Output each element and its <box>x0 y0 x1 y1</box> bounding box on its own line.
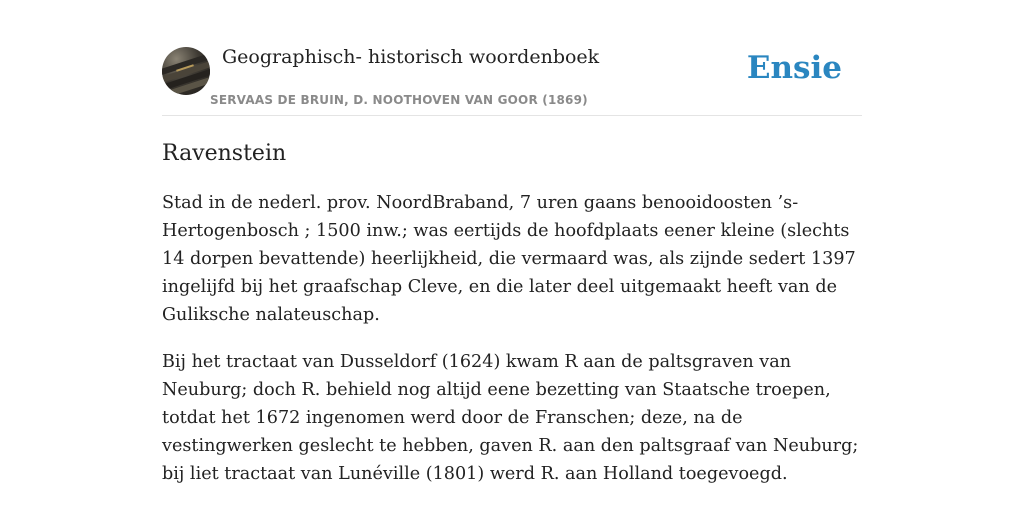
entry-paragraph: Bij het tractaat van Dusseldorf (1624) kwam R aan de paltsgraven van Neuburg; doch R. behield nog altijd eene bezetting van Staatsche troepen, totdat het 1672 ingenomen werd door de Franschen; deze, na de vestingwerken geslecht te hebben, gaven R. aan den paltsgraaf van Neuburg; bij liet tractaat van Lunéville (1801) werd R. aan Holland toegevoegd. <box>162 352 859 484</box>
book-cover-avatar[interactable] <box>162 47 210 95</box>
book-header <box>162 40 862 116</box>
ensie-logo-link[interactable]: Ensie <box>746 50 842 86</box>
entry-paragraph: Stad in de nederl. prov. NoordBraband, 7 uren gaans benooidoosten ’s-Hertogenbosch ; 1500 inw.; was eertijds de hoofdplaats eener kleine (slechts 14 dorpen bevattende) heerlijkheid, die vermaard was, als zijnde sedert 1397 ingelijfd bij het graafschap Cleve, en die later deel uitgemaakt heeft van de Guliksche nalateuschap. <box>162 193 856 325</box>
book-authors: SERVAAS DE BRUIN, D. NOOTHOVEN VAN GOOR (1869) <box>210 93 588 107</box>
entry-title: Ravenstein <box>162 141 287 166</box>
entry-article <box>162 139 862 507</box>
book-title-link[interactable]: Geographisch- historisch woordenboek <box>222 46 600 68</box>
